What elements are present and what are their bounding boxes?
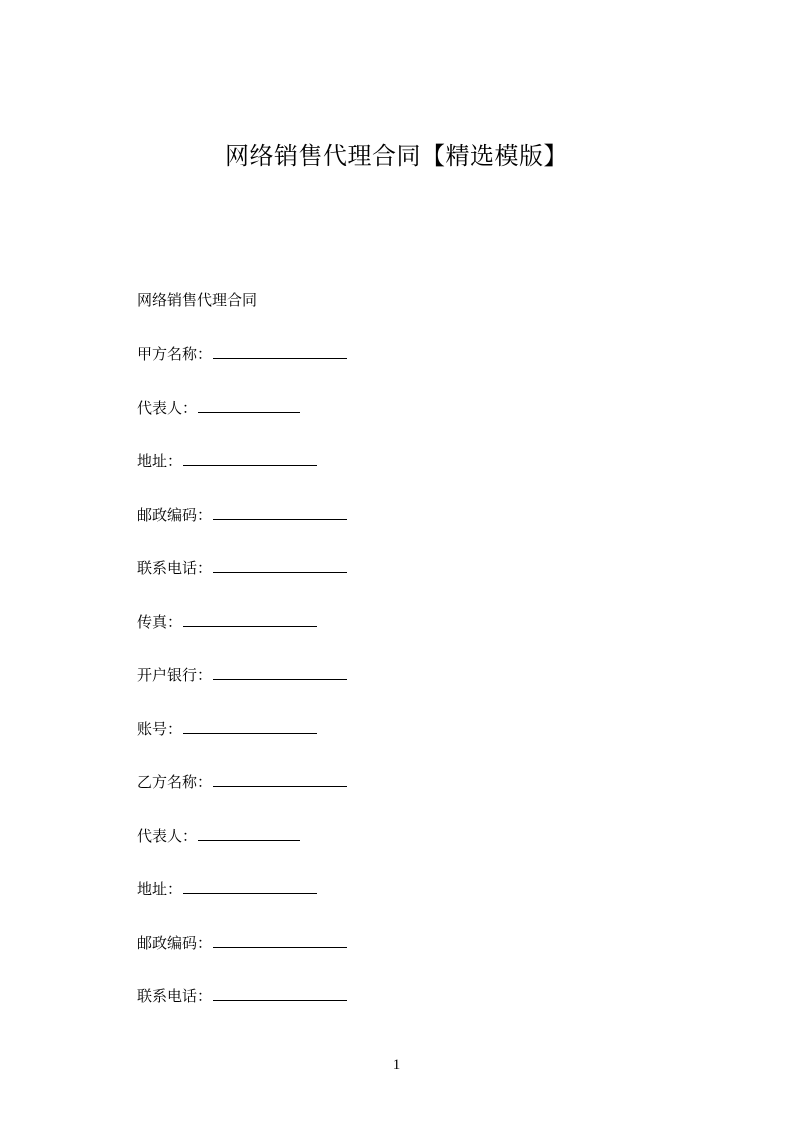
field-party-a-name <box>137 342 347 396</box>
field-party-a-address <box>137 449 347 503</box>
field-party-b-postal-code <box>137 931 347 985</box>
fill-in-blank[interactable] <box>213 984 347 1001</box>
field-party-b-phone <box>137 984 347 1038</box>
field-party-b-representative <box>137 824 347 878</box>
document-title: 网络销售代理合同【精选模版】 <box>225 142 568 170</box>
field-label: 联系电话： <box>137 559 213 577</box>
field-party-a-phone <box>137 556 347 610</box>
field-party-a-postal-code <box>137 503 347 557</box>
field-label: 代表人： <box>137 398 198 417</box>
fill-in-blank[interactable] <box>183 877 317 894</box>
fill-in-blank[interactable] <box>183 717 317 734</box>
field-label: 甲方名称： <box>137 345 213 363</box>
field-party-a-bank <box>137 663 347 717</box>
field-label: 地址： <box>137 452 183 470</box>
field-label: 邮政编码： <box>137 933 213 952</box>
field-party-a-fax <box>137 610 347 664</box>
contract-fields <box>137 342 347 1038</box>
fill-in-blank[interactable] <box>213 931 347 948</box>
contract-subtitle: 网络销售代理合同 <box>137 291 258 309</box>
fill-in-blank[interactable] <box>213 556 347 573</box>
field-label: 账号： <box>137 719 183 738</box>
page-number: 1 <box>392 1057 401 1073</box>
field-label: 乙方名称： <box>137 773 213 791</box>
field-label: 传真： <box>137 612 183 631</box>
fill-in-blank[interactable] <box>213 503 347 520</box>
fill-in-blank[interactable] <box>213 663 347 680</box>
fill-in-blank[interactable] <box>198 396 300 413</box>
fill-in-blank[interactable] <box>213 342 347 359</box>
field-party-b-name <box>137 770 347 824</box>
field-label: 代表人： <box>137 826 198 845</box>
field-party-a-account <box>137 717 347 771</box>
fill-in-blank[interactable] <box>198 824 300 841</box>
field-party-b-address <box>137 877 347 931</box>
field-label: 联系电话： <box>137 987 213 1005</box>
fill-in-blank[interactable] <box>183 449 317 466</box>
fill-in-blank[interactable] <box>183 610 317 627</box>
field-party-a-representative <box>137 396 347 450</box>
field-label: 开户银行： <box>137 666 213 684</box>
fill-in-blank[interactable] <box>213 770 347 787</box>
field-label: 地址： <box>137 880 183 898</box>
field-label: 邮政编码： <box>137 505 213 524</box>
